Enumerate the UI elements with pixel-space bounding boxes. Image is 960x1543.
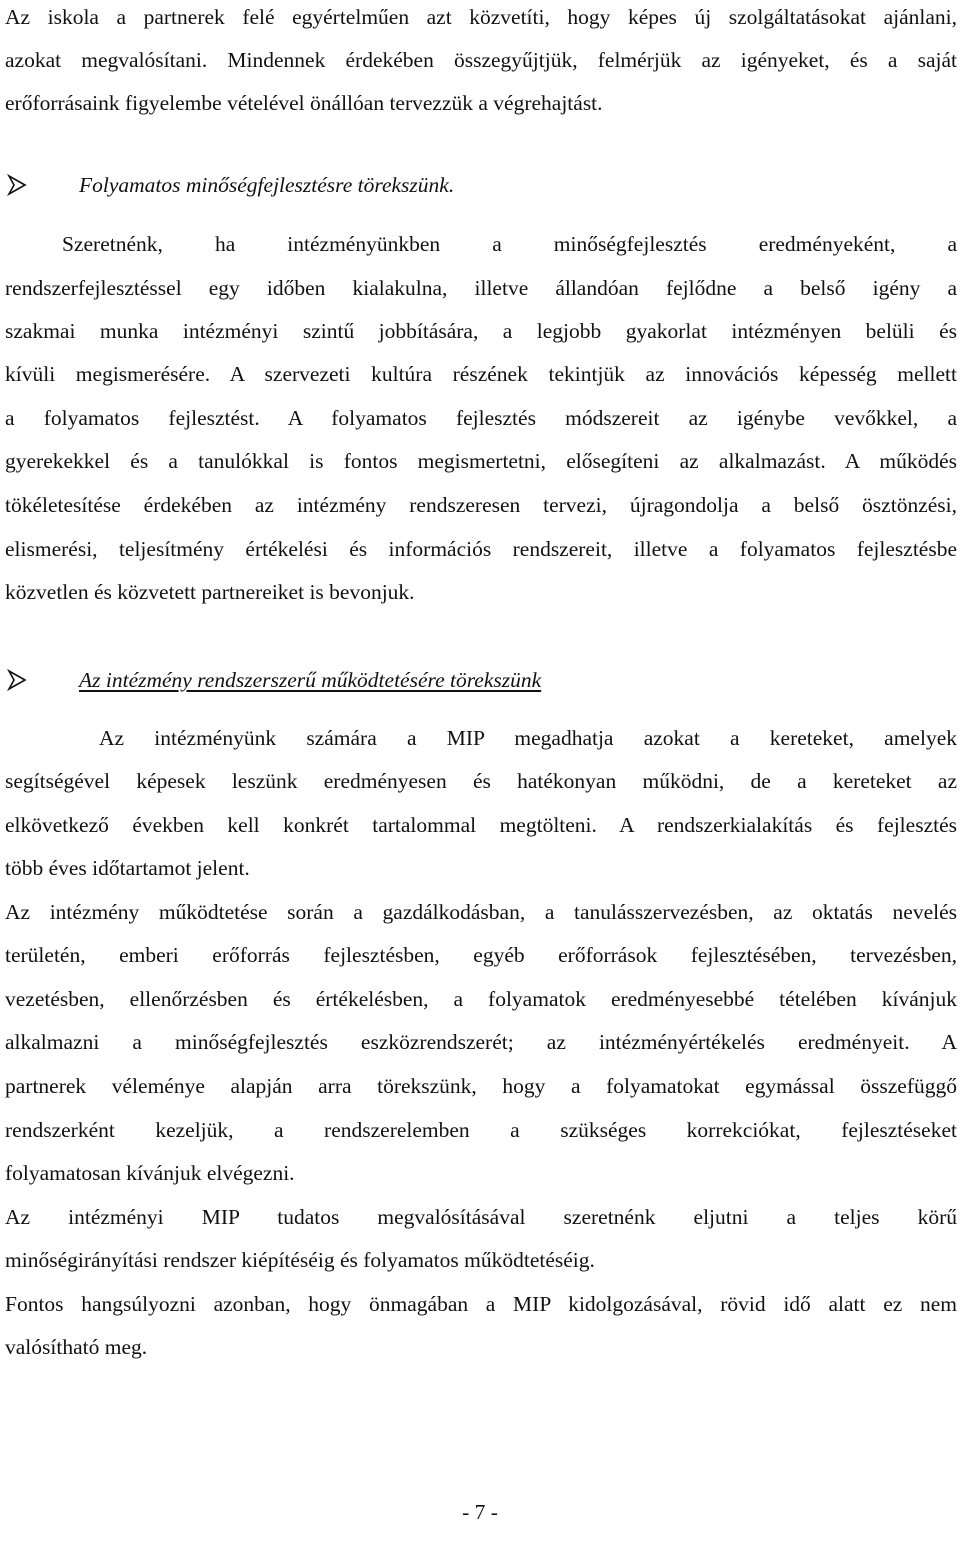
section-2-p2-line-3: vezetésben, ellenőrzésben és értékelésben, a folyamatok eredményesebbé tételében kívánjuk [5,987,957,1011]
section-2-p4-line-2: valósítható meg. [5,1335,148,1359]
section-2-p2-line-2: területén, emberi erőforrás fejlesztésben, egyéb erőforrások fejlesztésében, tervezésben, [5,943,957,967]
section-1-heading [5,172,454,198]
section-1-line-7: tökéletesítése érdekében az intézmény rendszeresen tervezi, újragondolja a belső ösztönzési, [5,493,957,517]
section-1-line-5: a folyamatos fejlesztést. A folyamatos fejlesztés módszereit az igénybe vevőkkel, a [5,406,957,430]
arrowhead-bullet-icon [5,667,29,693]
page-number: - 7 - [462,1500,498,1524]
section-2-p1-line-4: több éves időtartamot jelent. [5,856,250,880]
section-2-p3-line-1: Az intézményi MIP tudatos megvalósításával szeretnénk eljutni a teljes körű [5,1205,957,1229]
section-1-line-1: Szeretnénk, ha intézményünkben a minőségfejlesztés eredményeként, a [62,232,957,256]
section-1-heading-text: Folyamatos minőségfejlesztésre törekszünk. [79,173,455,197]
section-2-p2-line-4: alkalmazni a minőségfejlesztés eszközrendszerét; az intézményértékelés eredményeit. A [5,1030,957,1054]
section-1-line-4: kívüli megismerésére. A szervezeti kultúra részének tekintjük az innovációs képesség mellett [5,362,957,386]
section-2-heading-text: Az intézmény rendszerszerű működtetésére törekszünk [79,668,542,692]
intro-line-2: azokat megvalósítani. Mindennek érdekében összegyűjtjük, felmérjük az igényeket, és a saját [5,48,957,72]
section-2-p4-line-1: Fontos hangsúlyozni azonban, hogy önmagában a MIP kidolgozásával, rövid idő alatt ez nem [5,1292,957,1316]
section-1-line-2: rendszerfejlesztéssel egy időben kialakulna, illetve állandóan fejlődne a belső igény a [5,276,957,300]
intro-line-3: erőforrásaink figyelembe vételével önállóan tervezzük a végrehajtást. [5,91,603,115]
section-1-line-3: szakmai munka intézményi szintű jobbítására, a legjobb gyakorlat intézményen belüli és [5,319,957,343]
section-2-p1-line-3: elkövetkező években kell konkrét tartalommal megtölteni. A rendszerkialakítás és fejlesztés [5,813,957,837]
section-1-line-8: elismerési, teljesítmény értékelési és információs rendszereit, illetve a folyamatos fejlesztésbe [5,537,957,561]
section-2-p1-line-1: Az intézményünk számára a MIP megadhatja azokat a kereteket, amelyek [99,726,957,750]
section-2-p1-line-2: segítségével képesek leszünk eredményesen és hatékonyan működni, de a kereteket az [5,769,957,793]
section-1-line-9: közvetlen és közvetett partnereiket is bevonjuk. [5,580,415,604]
section-2-p2-line-7: folyamatosan kívánjuk elvégezni. [5,1161,295,1185]
section-1-line-6: gyerekekkel és a tanulókkal is fontos megismertetni, elősegíteni az alkalmazást. A működés [5,449,957,473]
intro-line-1: Az iskola a partnerek felé egyértelműen azt közvetíti, hogy képes új szolgáltatásokat ajánlani, [5,5,957,29]
section-2-p2-line-5: partnerek véleménye alapján arra törekszünk, hogy a folyamatokat egymással összefüggő [5,1074,957,1098]
arrowhead-bullet-icon [5,172,29,198]
section-2-p3-line-2: minőségirányítási rendszer kiépítéséig és folyamatos működtetéséig. [5,1248,595,1272]
section-2-p2-line-6: rendszerként kezeljük, a rendszerelemben a szükséges korrekciókat, fejlesztéseket [5,1118,957,1142]
section-2-p2-line-1: Az intézmény működtetése során a gazdálkodásban, a tanulásszervezésben, az oktatás nevelés [5,900,957,924]
section-2-heading [5,667,541,693]
